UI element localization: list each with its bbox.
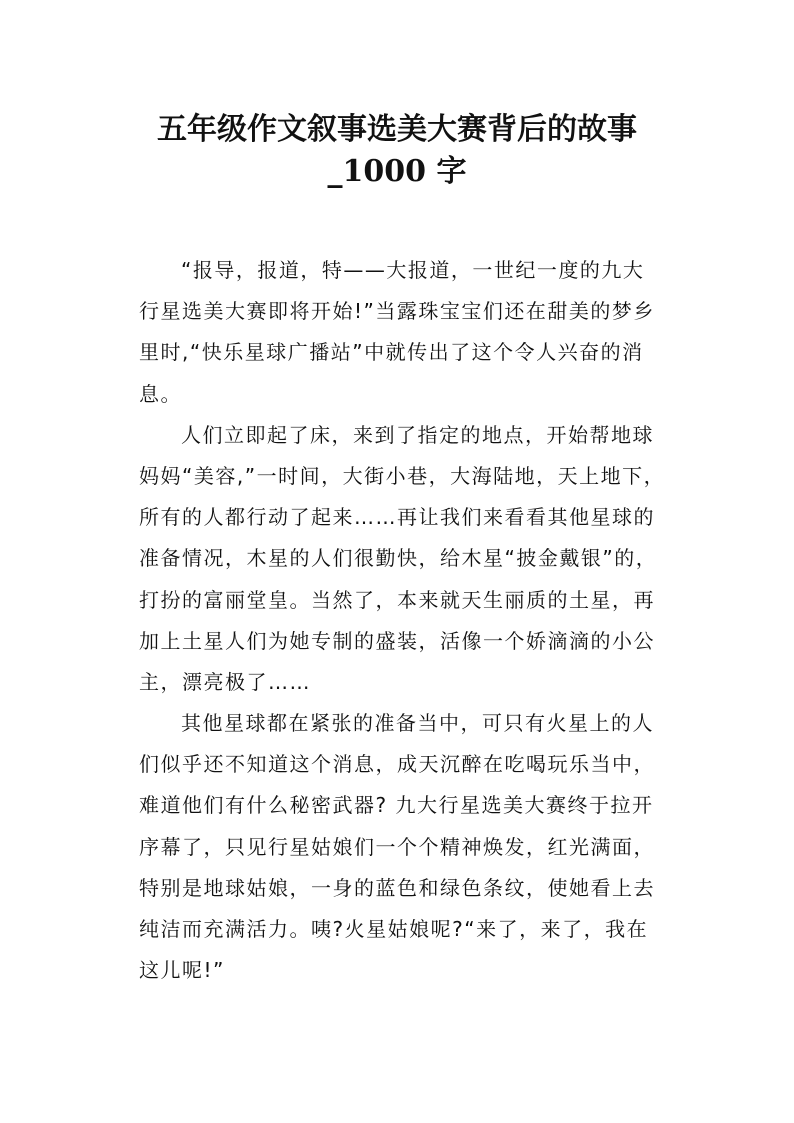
paragraph-line: 主，漂亮极了……: [139, 669, 311, 694]
paragraph-line: 这儿呢!”: [139, 958, 225, 983]
paragraph-line: 行星选美大赛即将开始!”当露珠宝宝们还在甜美的梦乡: [139, 299, 655, 324]
paragraph-line: 特别是地球姑娘，一身的蓝色和绿色条纹，使她看上去: [139, 875, 655, 900]
paragraph-1: [139, 250, 673, 415]
paragraph-line: 加上土星人们为她专制的盛装，活像一个娇滴滴的小公: [139, 628, 655, 653]
paragraph-line: 其他星球都在紧张的准备当中，可只有火星上的人: [181, 711, 654, 736]
paragraph-line: 纯洁而充满活力。咦?火星姑娘呢?“来了，来了，我在: [139, 917, 649, 941]
paragraph-3: [139, 703, 673, 991]
paragraph-line: 序幕了，只见行星姑娘们一个个精神焕发，红光满面，: [139, 834, 655, 859]
paragraph-line: 人们立即起了床，来到了指定的地点，开始帮地球: [181, 422, 654, 447]
paragraph-line: 所有的人都行动了起来……再让我们来看看其他星球的: [139, 505, 655, 530]
document-title-line-1: 五年级作文叙事选美大赛背后的故事: [157, 112, 637, 147]
paragraph-line: 里时,“快乐星球广播站”中就传出了这个令人兴奋的消: [139, 340, 644, 365]
document-body: [139, 250, 673, 991]
document-title-line-2: _1000 字: [327, 154, 467, 189]
paragraph-line: 打扮的富丽堂皇。当然了，本来就天生丽质的土星，再: [139, 587, 655, 612]
paragraph-line: 妈妈“美容,”一时间，大街小巷，大海陆地，天上地下，: [139, 463, 666, 488]
paragraph-line: 们似乎还不知道这个消息，成天沉醉在吃喝玩乐当中，: [139, 752, 655, 777]
paragraph-2: [139, 415, 673, 703]
paragraph-line: 难道他们有什么秘密武器? 九大行星选美大赛终于拉开: [139, 793, 654, 818]
paragraph-line: 准备情况，木星的人们很勤快，给木星“披金戴银”的，: [139, 546, 658, 571]
paragraph-line: 息。: [139, 381, 182, 406]
paragraph-line: “报导，报道，特——大报道，一世纪一度的九大: [181, 258, 645, 282]
